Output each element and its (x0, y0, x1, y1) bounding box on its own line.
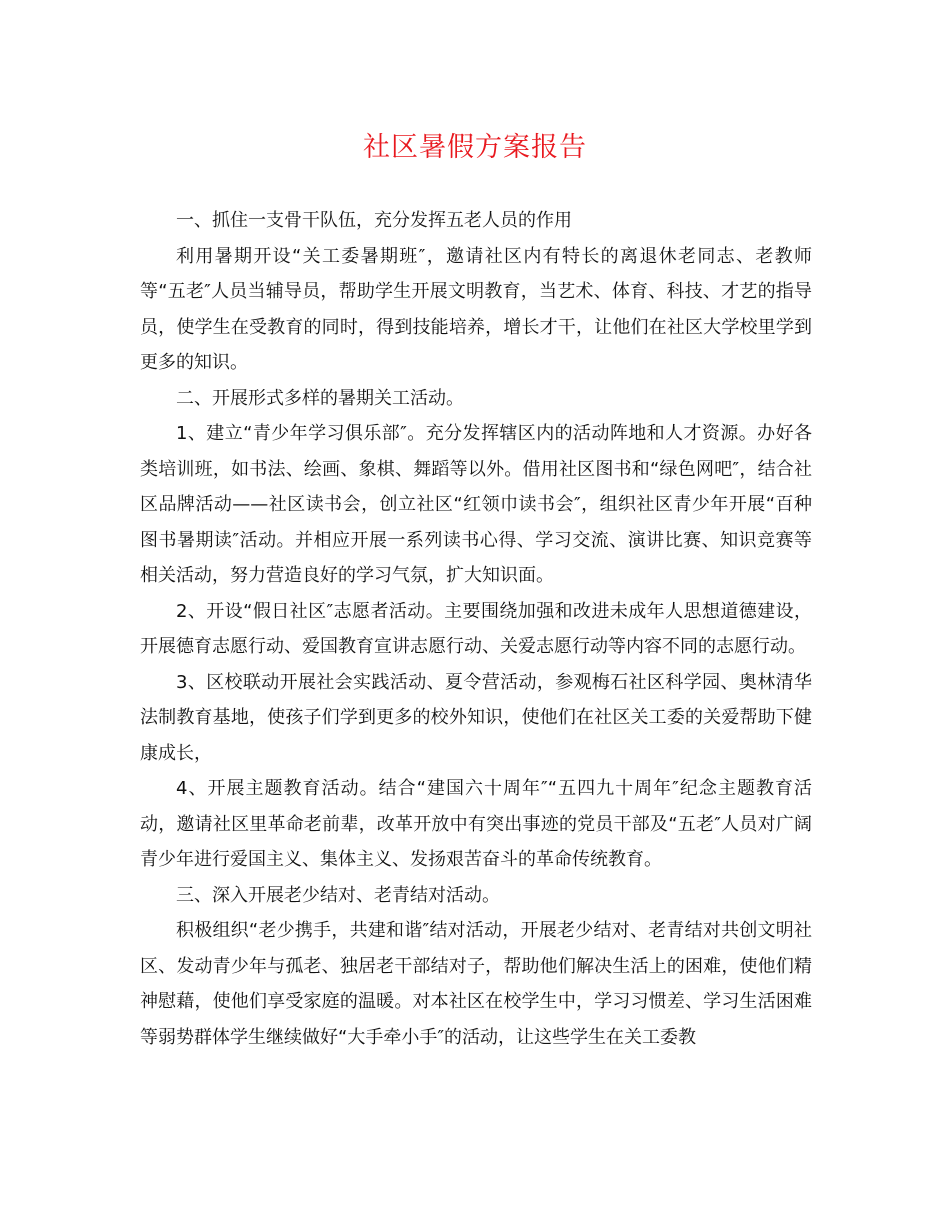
paragraph: 利用暑期开设“关工委暑期班″，邀请社区内有特长的离退休老同志、老教师等“五老″人员当辅导员，帮助学生开展文明教育，当艺术、体育、科技、才艺的指导员，使学生在受教育的同时，得到技能培养，增长才干，让他们在社区大学校里学到更多的知识。 (140, 245, 812, 373)
paragraph: 1、建立“青少年学习俱乐部″。充分发挥辖区内的活动阵地和人才资源。办好各类培训班，如书法、绘画、象棋、舞蹈等以外。借用社区图书和“绿色网吧″，结合社区品牌活动——社区读书会，创立社区“红领巾读书会″，组织社区青少年开展“百种图书暑期读″活动。并相应开展一系列读书心得、学习交流、演讲比赛、知识竞赛等相关活动，努力营造良好的学习气氛，扩大知识面。 (140, 423, 812, 586)
paragraph: 4、开展主题教育活动。结合“建国六十周年″“五四九十周年″纪念主题教育活动，邀请社区里革命老前辈，改革开放中有突出事迹的党员干部及“五老″人员对广阔青少年进行爱国主义、集体主义、发扬艰苦奋斗的革命传统教育。 (140, 778, 812, 870)
document-body (140, 203, 812, 1055)
paragraph: 2、开设“假日社区″志愿者活动。主要围绕加强和改进未成年人思想道德建设，开展德育志愿行动、爱国教育宣讲志愿行动、关爱志愿行动等内容不同的志愿行动。 (140, 600, 812, 657)
section-heading-2: 二、开展形式多样的暑期关工活动。 (176, 387, 464, 409)
paragraph: 3、区校联动开展社会实践活动、夏令营活动，参观梅石社区科学园、奥林清华法制教育基地，使孩子们学到更多的校外知识，使他们在社区关工委的关爱帮助下健康成长， (140, 671, 812, 764)
paragraph: 积极组织“老少携手，共建和谐″结对活动，开展老少结对、老青结对共创文明社区、发动青少年与孤老、独居老干部结对子，帮助他们解决生活上的困难，使他们精神慰藉，使他们享受家庭的温暖。对本社区在校学生中，学习习惯差、学习生活困难等弱势群体学生继续做好“大手牵小手″的活动，让这些学生在关工委教 (140, 920, 812, 1048)
section-heading-1: 一、抓住一支骨干队伍，充分发挥五老人员的作用 (176, 210, 572, 231)
section-heading-3: 三、深入开展老少结对、老青结对活动。 (176, 884, 500, 906)
document-title: 社区暑假方案报告 (363, 132, 587, 163)
